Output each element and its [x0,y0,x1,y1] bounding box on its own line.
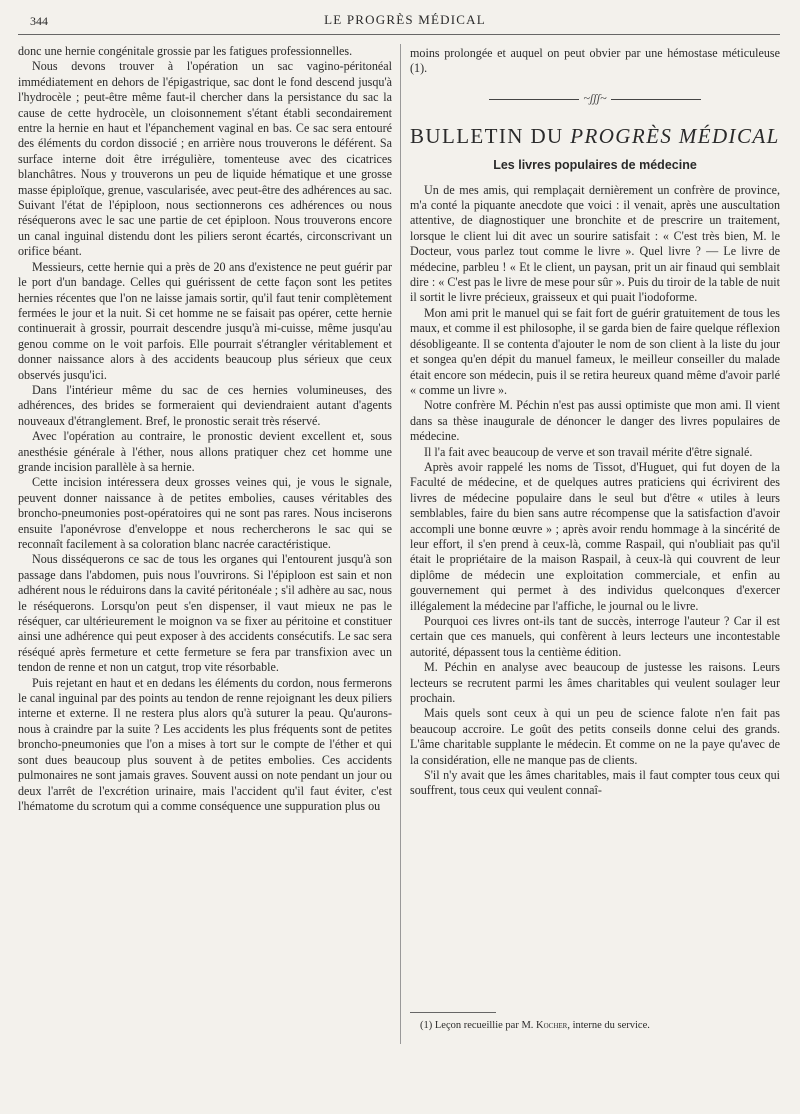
right-paragraph: Mais quels sont ceux à qui un peu de science falote n'en fait pas beaucoup accroire. Le goût des petits conseils donne celui des grands. L'âme charitable supplante le médecin. Et comme on ne la paye qu'avec de la considération, elle ne manque pas de clients. [410,706,780,767]
left-paragraph: Messieurs, cette hernie qui a près de 20 ans d'existence ne peut guérir par le port d'un bandage. Celles qui guérissent de cette façon sont les petites hernies récentes que l'on ne laisse jamais sortir, qu'il faut tenir complètement fermées le jour et la nuit. Si cet homme ne se faisait pas opérer, cette hernie continuerait à grossir, pourrait descendre jusqu'à mi-cuisse, même jusqu'au genou comme on le voit parfois. Elle pourrait s'étrangler véritablement et donner naissance alors à des accidents beaucoup plus sérieux que ceux observés jusqu'ici. [18,259,392,382]
right-paragraph: S'il n'y avait que les âmes charitables, mais il faut compter tous ceux qui souffrent, tous ceux qui veulent connaî- [410,768,780,798]
right-paragraph: Après avoir rappelé les noms de Tissot, d'Huguet, qui fut doyen de la Faculté de médecine, et de quelques autres praticiens qui écrivirent des livres de médecine populaire dans le seul but d'être « utiles à leurs semblables, faire du bien sans autre récompense que la satisfaction d'avoir accompli une bonne œuvre » ; après avoir rendu hommage à la sincérité de leur effort, il s'en prend à ceux-là, comme Raspail, qui n'oubliait pas qu'il était le propriétaire de la maison Raspail, à ceux-là qui couvrent de leur diplôme de médecin une exploitation commerciale, et enfin au gouvernement qui permet à des individus quelconques d'exercer illégalement la médecine par l'affiche, le journal ou le livre. [410,459,780,613]
running-title: LE PROGRÈS MÉDICAL [324,12,486,27]
ornament-rule-right [611,99,701,100]
right-column [410,46,780,799]
left-paragraph: donc une hernie congénitale grossie par les fatigues professionnelles. [18,44,353,58]
right-paragraph: Mon ami prit le manuel qui se fait fort de guérir gratuitement de tous les maux, et comme il est philosophe, il se garda bien de faire quelque réflexion désobligeante. Il se contenta d'ajouter le nom de son client à la liste du jour et songea qu'en dépit du manuel fameux, le meilleur conseiller du malade était encore son médecin, puis il se retira heureux quand même d'avoir parlé « comme un livre ». [410,305,780,397]
bulletin-heading-plain: BULLETIN DU [410,123,571,148]
left-paragraph: Nous disséquerons ce sac de tous les organes qui l'entourent jusqu'à son passage dans l'abdomen, puis nous l'ouvrirons. Si l'épiploon est sain et non adhérent nous le réduirons dans la cavité péritonéale ; s'il adhère au sac, nous le réséquerons. Lorsqu'on peut s'en dispenser, il vaut mieux ne pas le réséquer, car ultérieurement le moignon va se fixer au péritoine et constituer ainsi une adhérence qui peut exposer à des accidents consécutifs. Le sac sera réséqué après fermeture et cette fermeture se fera par transfixion avec un tendon de renne et non un catgut, trop vite résorbable. [18,552,392,675]
column-divider [400,44,401,1044]
right-paragraph: M. Péchin en analyse avec beaucoup de justesse les raisons. Leurs lecteurs se recrutent parmi les âmes charitables qui veulent soulager leur prochain. [410,660,780,706]
section-ornament [410,91,780,121]
bulletin-heading-italic: PROGRÈS MÉDICAL [570,123,780,148]
left-paragraph: Nous devons trouver à l'opération un sac vagino-péritonéal immédiatement en dehors de l'épigastrique, sac dont le fond descend jusqu'à l'hydrocèle ; peut-être même faut-il chercher dans la persistance du sac la cause de cette hydrocèle, un cloisonnement s'étant établi secondairement entre la hernie en haut et l'épanchement vaginal en bas. Ce sac sera entouré des éléments du cordon dissocié ; en arrière nous trouverons le déférent. Sa surface interne doit être irrégulière, tomenteuse avec des cicatrices blanchâtres. Nous y trouverons un peu de liquide hématique et une grosse masse épiploïque, grenue, vascularisée, avec peut-être des adhérences au sac. Suivant l'état de l'épiploon, nous sectionnerons ces adhérences ou nous réséquerons avec le sac une partie de cet épiploon. Nous trouverons encore un canal inguinal distendu dont les piliers seront écartés, circonscrivant un orifice béant. [18,59,392,259]
left-paragraph: Avec l'opération au contraire, le pronostic devient excellent et, sous anesthésie générale à l'éther, nous allons pratiquer chez cet homme une grande incision parallèle à sa hernie. [18,429,392,474]
left-paragraph: Dans l'intérieur même du sac de ces hernies volumineuses, des adhérences, des brides se formeraient qui deviendraient autant d'agents nouveaux d'étranglement. Bref, le pronostic serait très réservé. [18,382,392,428]
left-paragraph: Cette incision intéressera deux grosses veines qui, je vous le signale, peuvent donner naissance à de petites embolies, causes véritables des broncho-pneumonies post-opératoires qui ne sont pas rares. Nous inciserons ensuite l'aponévrose d'enveloppe et nous rechercherons le sac qui se reconnaît facilement à sa coloration blanc nacrée caractéristique. [18,475,392,551]
ornament-swirl: ~ʃʃʃ~ [583,91,607,106]
footnote [420,1020,650,1031]
left-column [18,44,392,814]
footnote-text-end: , interne du service. [567,1020,650,1031]
right-paragraph: Notre confrère M. Péchin n'est pas aussi optimiste que mon ami. Il vient dans sa thèse inaugurale de dénoncer le danger des livres populaires de médecine. [410,398,780,444]
page-header [30,10,780,34]
footnote-rule [410,1012,496,1013]
right-paragraph: Pourquoi ces livres ont-ils tant de succès, interroge l'auteur ? Car il est certain que ces manuels, qui confèrent à leurs lecteurs une incontestable autorité, dépassent tous la centième édition. [410,614,780,659]
page-number: 344 [30,14,48,28]
article-title: Les livres populaires de médecine [493,158,697,173]
continuation-paragraph: moins prolongée et auquel on peut obvier par une hémostase méticuleuse (1). [410,46,780,76]
footnote-text: (1) Leçon recueillie par M. [420,1020,537,1031]
right-paragraph: Il l'a fait avec beaucoup de verve et son travail mérite d'être signalé. [424,444,753,459]
bulletin-heading [410,123,780,148]
footnote-name: Kocher [536,1020,568,1031]
left-paragraph: Puis rejetant en haut et en dedans les éléments du cordon, nous fermerons le canal inguinal par des points au tendon de renne rejoignant les deux piliers interne et externe. Il ne restera plus alors qu'à suturer la peau. Qu'aurons-nous à craindre par la suite ? Les accidents les plus fréquents sont de petites broncho-pneumonies que l'on a mises à tort sur le compte de l'éther et qui sont dues beaucoup plus souvent à de petites embolies. Ces accidents pulmonaires ne sont jamais graves. Souvent aussi on note pendant un jour ou deux l'arrêt de l'excrétion urinaire, mais l'accident qu'il faut éviter, c'est l'hématome du scrotum qui a comme conséquence une suppuration plus ou [18,675,392,813]
ornament-rule-left [489,99,579,100]
header-rule [18,34,780,35]
right-paragraph: Un de mes amis, qui remplaçait dernièrement un confrère de province, m'a conté la piquante anecdote que voici : il venait, après une auscultation attentive, de diagnostiquer une bronchite et de prescrire un traitement, lorsque le client lui dit avec un sourire satisfait : « C'est très bien, M. le Docteur, vous parlez tout comme le livre ». Quel livre ? — Le livre de médecine, parbleu ! « Et le client, un paysan, prit un air finaud qui semblait dire : « C'est pas le livre de mese pour sûr ». Puis du tiroir de la table de nuit il sortit le livre précieux, graisseux et qui puait l'iodoforme. [410,182,780,305]
